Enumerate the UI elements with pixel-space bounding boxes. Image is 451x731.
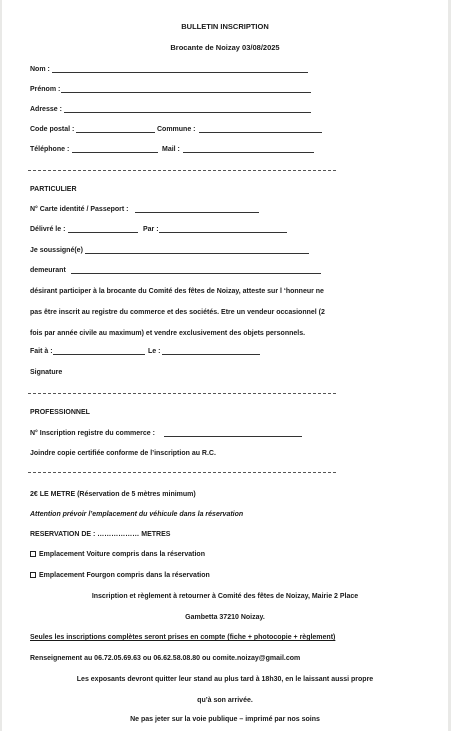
field-nom[interactable] xyxy=(52,72,308,73)
retour-line-1: Inscription et règlement à retourner à Comité des fêtes de Noizay, Mairie 2 Place xyxy=(91,593,359,600)
field-reservation-metres[interactable]: ……………… xyxy=(97,531,140,538)
label-carte-identite: N° Carte identité / Passeport : xyxy=(30,206,129,213)
renseignement-text: Renseignement au 06.72.05.69.63 ou 06.62.58.08.80 ou comite.noizay@gmail.com xyxy=(30,655,301,662)
field-delivre[interactable] xyxy=(68,232,138,233)
field-code-postal[interactable] xyxy=(76,132,155,133)
label-delivre: Délivré le : xyxy=(30,226,66,233)
field-commune[interactable] xyxy=(199,132,322,133)
label-registre-commerce: N° Inscription registre du commerce : xyxy=(30,430,155,437)
label-nom: Nom : xyxy=(30,66,50,73)
attention-text: Attention prévoir l’emplacement du véhicule dans la réservation xyxy=(30,511,244,518)
label-signature: Signature xyxy=(30,369,63,376)
heading-particulier: PARTICULIER xyxy=(30,186,77,193)
label-adresse: Adresse : xyxy=(30,106,62,113)
retour-line-2: Gambetta 37210 Noizay. xyxy=(185,614,265,621)
field-le[interactable] xyxy=(162,354,260,355)
completes-notice: Seules les inscriptions complètes seront prises en compte (fiche + photocopie + règlement) xyxy=(30,634,336,641)
label-metres: METRES xyxy=(141,531,171,538)
field-prenom[interactable] xyxy=(61,92,311,93)
label-telephone: Téléphone : xyxy=(30,146,70,153)
reservation-line xyxy=(30,531,170,538)
tarif-text: 2€ LE METRE (Réservation de 5 mètres minimum) xyxy=(30,491,196,498)
field-soussigne[interactable] xyxy=(85,253,309,254)
field-telephone[interactable] xyxy=(72,152,158,153)
voiture-checkbox[interactable] xyxy=(30,551,36,557)
form-subtitle: Brocante de Noizay 03/08/2025 xyxy=(170,43,280,52)
option-voiture-label: Emplacement Voiture compris dans la réservation xyxy=(39,551,205,558)
declaration-line-2: pas être inscrit au registre du commerce et des sociétés. Etre un vendeur occasionnel (2 xyxy=(30,309,325,316)
section-divider xyxy=(28,472,336,473)
fourgon-checkbox[interactable] xyxy=(30,572,36,578)
exposants-line-2: qu’à son arrivée. xyxy=(197,697,253,704)
option-fourgon-label: Emplacement Fourgon compris dans la réservation xyxy=(39,572,210,579)
copie-instruction: Joindre copie certifiée conforme de l’inscription au R.C. xyxy=(30,450,216,457)
section-divider xyxy=(28,170,336,171)
declaration-line-1: désirant participer à la brocante du Comité des fêtes de Noizay, atteste sur l ‘honneur ne xyxy=(30,288,324,295)
option-voiture[interactable] xyxy=(30,551,205,558)
field-par[interactable] xyxy=(159,232,287,233)
label-par: Par : xyxy=(143,226,159,233)
label-mail: Mail : xyxy=(162,146,180,153)
label-prenom: Prénom : xyxy=(30,86,61,93)
exposants-line-1: Les exposants devront quitter leur stand au plus tard à 18h30, en le laissant aussi propre xyxy=(76,676,374,683)
label-commune: Commune : xyxy=(157,126,196,133)
option-fourgon[interactable] xyxy=(30,572,210,579)
field-adresse[interactable] xyxy=(64,112,311,113)
field-mail[interactable] xyxy=(183,152,314,153)
heading-professionnel: PROFESSIONNEL xyxy=(30,409,90,416)
registration-form-sheet xyxy=(2,0,448,731)
label-le: Le : xyxy=(148,348,161,355)
field-demeurant[interactable] xyxy=(71,273,321,274)
form-title: BULLETIN INSCRIPTION xyxy=(181,22,269,31)
label-soussigne: Je soussigné(e) xyxy=(30,247,83,254)
section-divider xyxy=(28,393,336,394)
label-demeurant: demeurant xyxy=(30,267,66,274)
field-carte-identite[interactable] xyxy=(135,212,259,213)
declaration-line-3: fois par année civile au maximum) et vendre exclusivement des objets personnels. xyxy=(30,330,306,337)
label-fait-a: Fait à : xyxy=(30,348,53,355)
field-registre-commerce[interactable] xyxy=(164,436,302,437)
label-code-postal: Code postal : xyxy=(30,126,75,133)
field-fait-a[interactable] xyxy=(53,354,145,355)
voie-publique-notice: Ne pas jeter sur la voie publique – imprimé par nos soins xyxy=(130,716,320,723)
label-reservation: RESERVATION DE : xyxy=(30,531,96,538)
